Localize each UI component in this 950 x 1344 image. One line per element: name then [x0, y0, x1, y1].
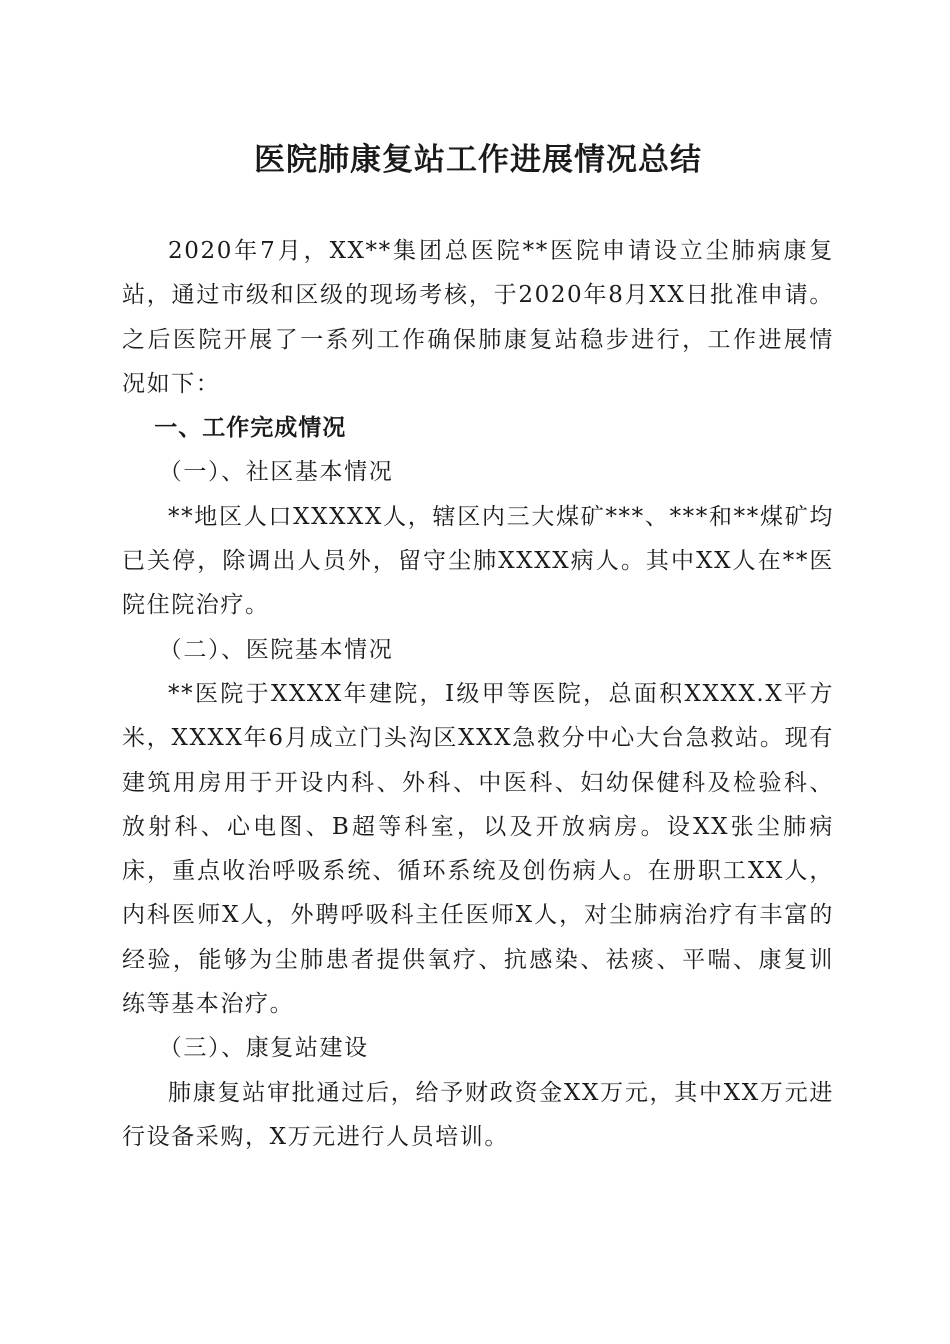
subsection-heading-rehab-station: （三）、康复站建设	[158, 1035, 369, 1062]
document-title: 医院肺康复站工作进展情况总结	[254, 142, 702, 178]
community-paragraph: **地区人口XXXXX人，辖区内三大煤矿***、***和**煤矿均已关停，除调出人员外，留守尘肺XXXX病人。其中XX人在**医院住院治疗。	[122, 503, 834, 619]
document-page	[122, 0, 834, 1344]
rehab-station-paragraph: 肺康复站审批通过后，给予财政资金XX万元，其中XX万元进行设备采购，X万元进行人员培训。	[122, 1079, 834, 1150]
document-body	[122, 229, 834, 1159]
intro-paragraph: 2020年7月，XX**集团总医院**医院申请设立尘肺病康复站，通过市级和区级的现场考核，于2020年8月XX日批准申请。之后医院开展了一系列工作确保肺康复站稳步进行，工作进展情况如下：	[122, 238, 834, 397]
hospital-paragraph: **医院于XXXX年建院，Ⅰ级甲等医院，总面积XXXX.X平方米，XXXX年6月成立门头沟区XXX急救分中心大台急救站。现有建筑用房用于开设内科、外科、中医科、妇幼保健科及检验科、放射科、心电图、B超等科室，以及开放病房。设XX张尘肺病床，重点收治呼吸系统、循环系统及创伤病人。在册职工XX人，内科医师X人，外聘呼吸科主任医师X人，对尘肺病治疗有丰富的经验，能够为尘肺患者提供氧疗、抗感染、祛痰、平喘、康复训练等基本治疗。	[122, 680, 834, 1018]
subsection-heading-hospital: （二）、医院基本情况	[158, 636, 394, 663]
subsection-heading-community: （一）、社区基本情况	[158, 459, 394, 486]
section-heading-work-completion: 一、工作完成情况	[154, 415, 347, 442]
